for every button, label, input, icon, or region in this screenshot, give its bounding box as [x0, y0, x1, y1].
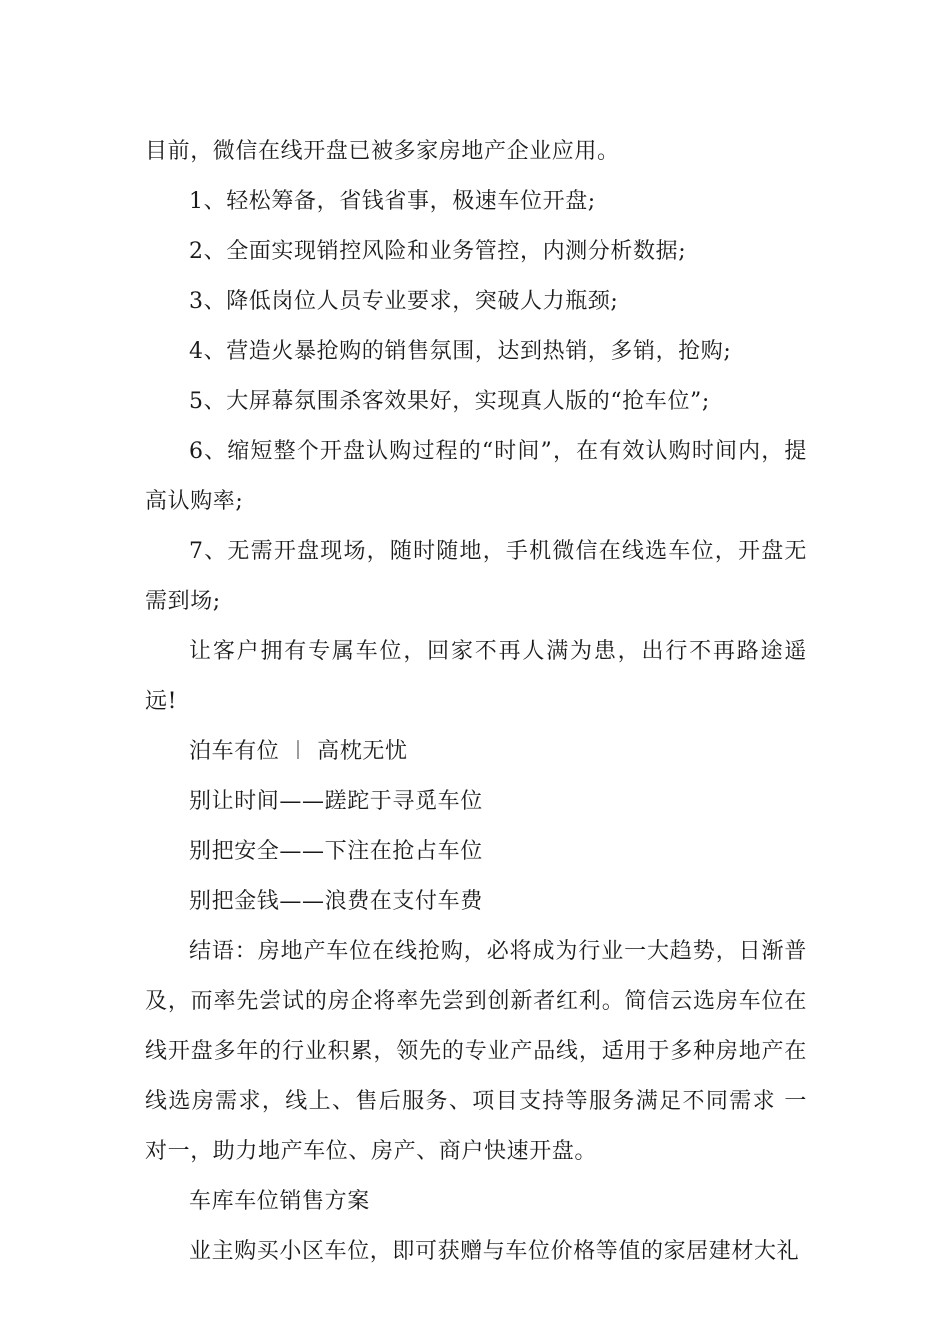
paragraph-offer: 业主购买小区车位，即可获赠与车位价格等值的家居建材大礼: [189, 1239, 800, 1264]
list-item-4: 4、营造火暴抢购的销售氛围，达到热销，多销，抢购;: [189, 339, 732, 364]
list-item-3: 3、降低岗位人员专业要求，突破人力瓶颈;: [189, 289, 619, 314]
paragraph-intro: 目前，微信在线开盘已被多家房地产企业应用。: [145, 139, 620, 164]
paragraph-safety: 别把安全——下注在抢占车位: [189, 839, 483, 864]
list-item-7: 7、无需开盘现场，随时随地，手机微信在线选车位，开盘无需到场;: [145, 539, 807, 614]
list-item-2: 2、全面实现销控风险和业务管控，内测分析数据;: [189, 239, 687, 264]
paragraph-money: 别把金钱——浪费在支付车费: [189, 889, 483, 914]
list-item-5: 5、大屏幕氛围杀客效果好，实现真人版的“抢车位”;: [189, 389, 710, 414]
section-heading: 车库车位销售方案: [189, 1189, 370, 1214]
list-item-1: 1、轻松筹备，省钱省事，极速车位开盘;: [189, 189, 596, 214]
list-item-6: 6、缩短整个开盘认购过程的“时间”，在有效认购时间内，提高认购率;: [145, 439, 807, 514]
paragraph-time: 别让时间——蹉跎于寻觅车位: [189, 789, 483, 814]
paragraph-tagline: 泊车有位 ︱ 高枕无忧: [189, 739, 408, 764]
document-body: [145, 127, 807, 1277]
paragraph-slogan: 让客户拥有专属车位，回家不再人满为患，出行不再路途遥远!: [145, 639, 807, 714]
paragraph-conclusion: 结语：房地产车位在线抢购，必将成为行业一大趋势，日渐普及，而率先尝试的房企将率先尝到创新者红利。简信云选房车位在线开盘多年的行业积累，领先的专业产品线，适用于多种房地产在线选房需求，线上、售后服务、项目支持等服务满足不同需求 一对一，助力地产车位、房产、商户快速开盘。: [145, 939, 807, 1164]
